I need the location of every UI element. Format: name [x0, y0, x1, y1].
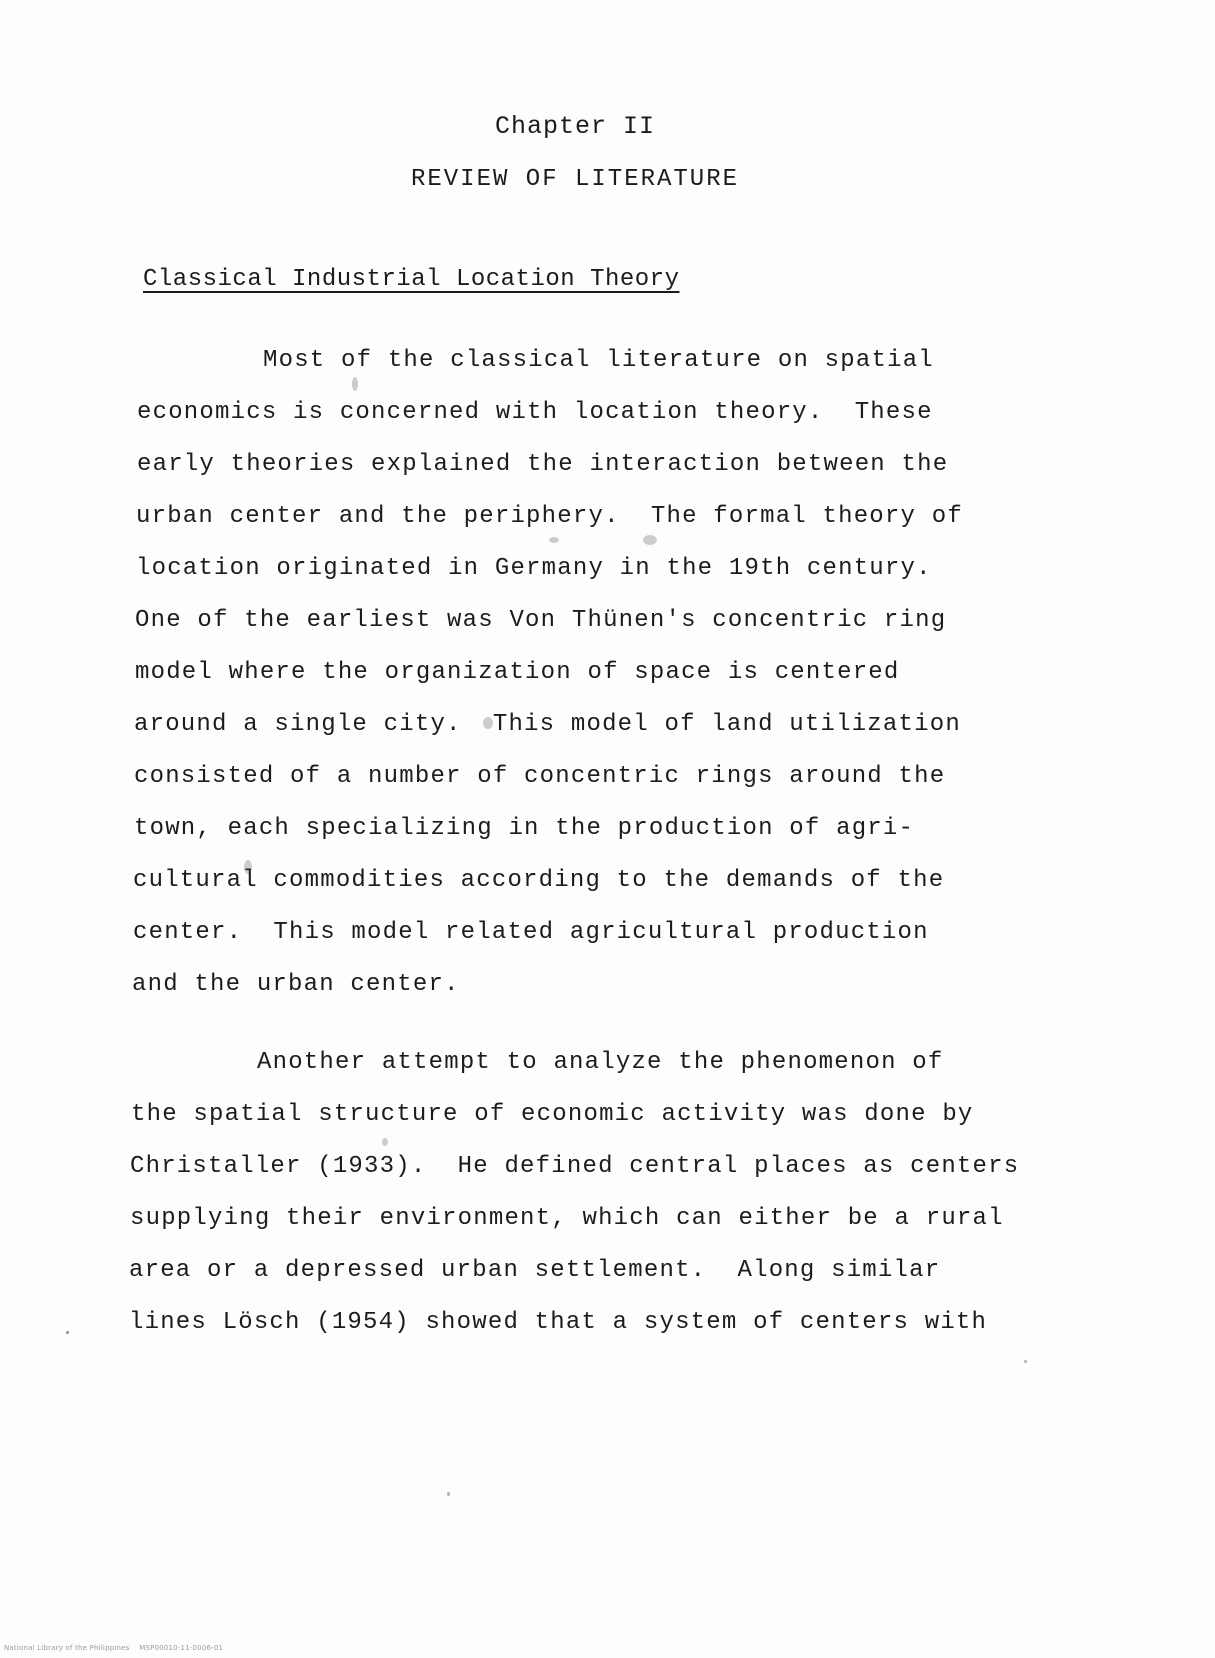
paragraph-line: center. This model related agricultural production — [133, 919, 929, 946]
paragraph-line: economics is concerned with location theory. These — [137, 399, 933, 426]
chapter-label: Chapter II — [494, 112, 656, 141]
scan-smudge — [244, 860, 252, 874]
paragraph-line: area or a depressed urban settlement. Along similar — [129, 1257, 941, 1284]
scan-smudge — [549, 537, 559, 543]
chapter-title: REVIEW OF LITERATURE — [410, 166, 740, 193]
paragraph-line: location originated in Germany in the 19th century. — [136, 555, 932, 582]
paragraph-line: supplying their environment, which can either be a rural — [130, 1205, 1004, 1232]
paragraph-line: cultural commodities according to the demands of the — [133, 867, 945, 894]
paragraph-line: around a single city. This model of land utilization — [134, 711, 961, 738]
paragraph-line: model where the organization of space is centered — [135, 659, 900, 686]
paragraph-line: urban center and the periphery. The formal theory of — [136, 503, 963, 530]
scan-smudge — [352, 377, 358, 391]
paragraph-line: Christaller (1933). He defined central places as centers — [130, 1153, 1020, 1180]
scan-smudge — [483, 717, 493, 729]
scan-speck — [1024, 1360, 1027, 1363]
paragraph-line: One of the earliest was Von Thünen's concentric ring — [135, 607, 947, 634]
paragraph-line: Most of the classical literature on spatial — [263, 347, 934, 374]
scan-smudge — [643, 535, 657, 545]
scan-smudge — [382, 1138, 388, 1146]
scan-speck — [66, 1331, 69, 1334]
paragraph-line: consisted of a number of concentric rings around the — [134, 763, 946, 790]
paragraph-line: the spatial structure of economic activity was done by — [131, 1101, 974, 1128]
scan-speck — [447, 1492, 450, 1496]
section-heading: Classical Industrial Location Theory — [143, 266, 680, 293]
scan-footer: National Library of the Philippines MSP00010-11-0006-01 — [4, 1644, 224, 1652]
paragraph-line: and the urban center. — [132, 971, 460, 998]
paragraph-line: Another attempt to analyze the phenomenon of — [257, 1049, 944, 1076]
paragraph-line: early theories explained the interaction between the — [137, 451, 949, 478]
paragraph-line: lines Lösch (1954) showed that a system of centers with — [129, 1309, 988, 1336]
paragraph-line: town, each specializing in the production of agri- — [134, 815, 915, 842]
